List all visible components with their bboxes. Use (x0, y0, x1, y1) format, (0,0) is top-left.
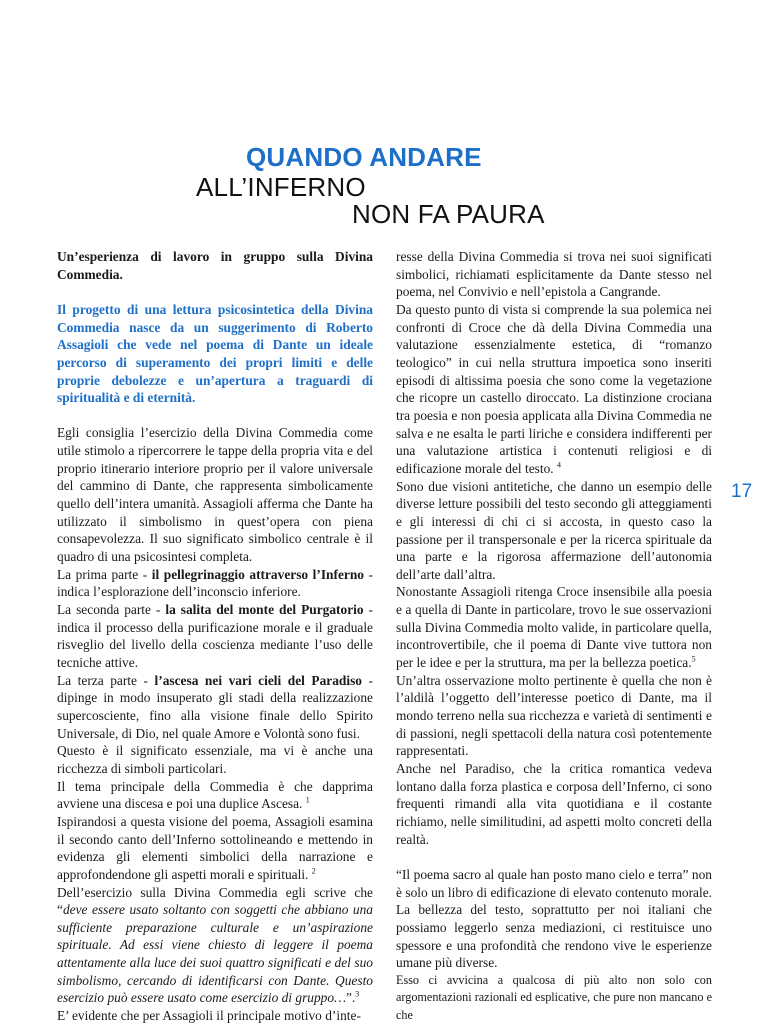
paragraph: Sono due visioni antitetiche, che danno un esempio delle diverse letture possibili del testo secondo gli atteggiamenti e gli interessi di chi ci si accosta, in questo caso la passione per il transpersonale e per la ricerca spirituale da una parte e la rigorosa affermazione dell’autonomia dell’arte dall’altra. (396, 478, 712, 582)
paragraph: resse della Divina Commedia si trova nei suoi significati simbolici, richiamati esplicitamente da Dante stesso nel poema, nel Convivio e nell’epistola a Cangrande. (396, 249, 712, 300)
paragraph: La terza parte - l’ascesa nei vari cieli del Paradiso - dipinge in modo insuperato gli stadi della realizzazione supercosciente, fino alla visione finale dello Spirito Universale, di Dio, nel quale Amore e Volontà sono fusi. (57, 672, 373, 741)
paragraph: Nonostante Assagioli ritenga Croce insensibile alla poesia e a quella di Dante in particolare, trovo le sue osservazioni sulla Divina Commedia molto valide, in particolare quella, incontrovertibile, che il poema di Dante vive tuttora non per le idee e per la struttura, ma per la bellezza poetica.$^5$ (396, 584, 712, 671)
footnote-ref: 3 (355, 989, 360, 999)
title-line-3: NON FA PAURA (352, 199, 545, 229)
paragraph: Un’altra osservazione molto pertinente è quella che non è l’aldilà l’oggetto dell’interesse poetico di Dante, ma il mondo terreno nella sua ricchezza e varietà di sentimenti e di passioni, negli spettacoli della natura così potentemente rappresentati. (396, 672, 712, 759)
paragraph: Esso ci avvicina a qualcosa di più alto non solo con argomentazioni razionali ed esplicative, che pure non mancano e che (396, 972, 712, 1023)
paragraph: Anche nel Paradiso, che la critica romantica vedeva lontano dalla forza plastica e corposa dell’Inferno, ci sono frequenti rimandi alla vita quotidiana e il costante richiamo, nelle similitudini, ad aspetti molto concreti della realtà. (396, 761, 712, 847)
intro-abstract: Il progetto di una lettura psicosintetica della Divina Commedia nasce da un suggerimento di Roberto Assagioli che vede nel poema di Dante un ideale percorso di superamento dei propri limiti e delle proprie debolezze e un’apertura a traguardi di spiritualità e di eternità. (57, 301, 373, 406)
page-number: 17 (731, 481, 753, 502)
footnote-ref: 4 (557, 460, 561, 470)
title-line-2: ALL’INFERNO (196, 172, 366, 202)
title-line-1: QUANDO ANDARE (246, 142, 482, 172)
paragraph: E’ evidente che per Assagioli il principale motivo d’inte- (57, 1008, 361, 1024)
paragraph: Da questo punto di vista si comprende la sua polemica nei confronti di Croce che dà della Divina Commedia una valutazione essenzialmente estetica, di “romanzo teologico” in cui nella struttura impoetica sono inseriti episodi di altissima poesia che sono come la vegetazione che ricopre un castello diroccato. La distinzione crociana tra poesia e non poesia applicata alla Divina Commedia ne salva e ne esalta le parti liriche e considera indifferenti per una valutazione artistica i contenuti religiosi e di edificazione morale del testo. $^4$ (396, 301, 712, 476)
footnote-ref: 1 (305, 795, 310, 805)
footnote-ref: 2 (311, 866, 316, 876)
paragraph: Egli consiglia l’esercizio della Divina Commedia come utile stimolo a ripercorrere le tappe della propria vita e del proprio itinerario interiore proprio per il valore universale del cammino di Dante, che rappresenta simbolicamente quello dell’intera umanità. Assagioli afferma che Dante ha utilizzato il simbolismo in quest’opera con piena consapevolezza. Il suo significato simbolico centrale è il quadro di una psicosintesi completa. (57, 425, 373, 565)
paragraph: Il tema principale della Commedia è che dapprima avviene una discesa e poi una duplice Ascesa. $^1$ (57, 778, 373, 812)
left-column (57, 248, 373, 1025)
right-column (396, 248, 712, 1025)
paragraph: “Il poema sacro al quale han posto mano cielo e terra” non è solo un libro di edificazione di elevato contenuto morale. La bellezza del testo, soprattutto per noi italiani che possiamo leggerlo senza mediazioni, ci restituisce uno spessore e una profondità che rendono vive le esperienze umane più diverse. (396, 866, 712, 971)
paragraph: La seconda parte - la salita del monte del Purgatorio - indica il processo della purificazione morale e il graduale risveglio del livello della coscienza mediante l’uso delle tecniche attive. (57, 602, 373, 670)
footnote-ref: 5 (691, 654, 696, 664)
paragraph: La prima parte - il pellegrinaggio attraverso l’Inferno - indica l’esplorazione dell’inconscio inferiore. (57, 566, 374, 600)
intro-subtitle: Un’esperienza di lavoro in gruppo sulla Divina Commedia. (57, 249, 373, 282)
paragraph: Questo è il significato essenziale, ma vi è anche una ricchezza di simboli particolari. (57, 743, 373, 776)
paragraph: Dell’esercizio sulla Divina Commedia egli scrive che “deve essere usato soltanto con soggetti che abbiano una sufficiente preparazione culturale e un’aspirazione spirituale. Ad essi viene chiesto di leggere il poema attentamente alla luce dei suoi quattro significati e del suo simbolismo, cercando di identificarsi con Dante. Questo esercizio può essere usato come esercizio di gruppo…”.$^3$ (57, 884, 373, 1006)
paragraph: Ispirandosi a questa visione del poema, Assagioli esamina il secondo canto dell’Inferno sottolineando e mettendo in evidenza gli elementi simbolici della narrazione e approfondendone gli aspetti morali e spirituali. $^2$ (57, 813, 373, 882)
